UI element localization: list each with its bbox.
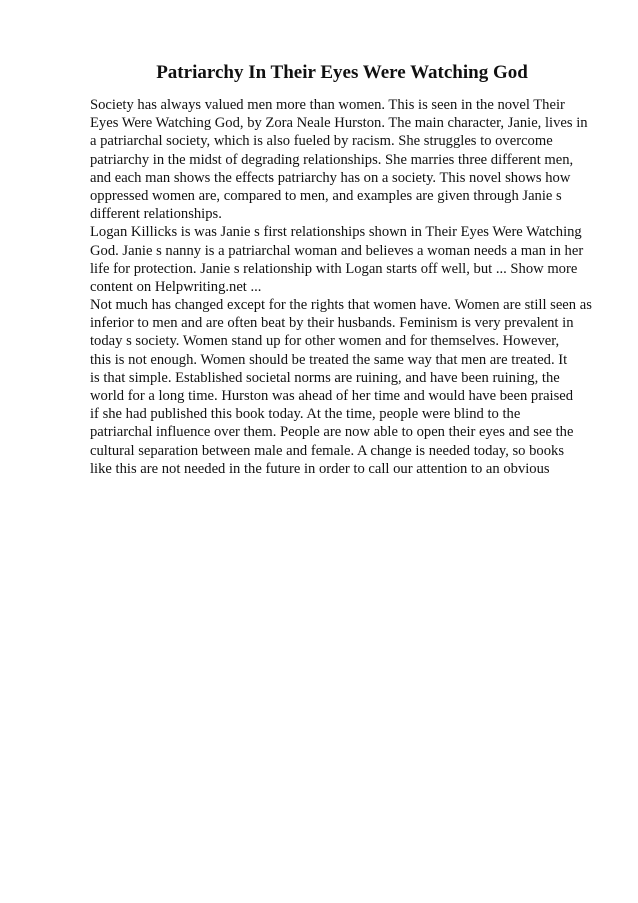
body-line: cultural separation between male and female. A change is needed today, so books xyxy=(90,442,564,459)
body-line: like this are not needed in the future in order to call our attention to an obvious xyxy=(90,460,550,477)
body-line: God. Janie s nanny is a patriarchal woman and believes a woman needs a man in her xyxy=(90,242,584,259)
body-line: oppressed women are, compared to men, and examples are given through Janie s xyxy=(90,187,562,204)
body-line: content on Helpwriting.net ... xyxy=(90,278,262,295)
document-title: Patriarchy In Their Eyes Were Watching God xyxy=(156,62,528,83)
body-line: patriarchal influence over them. People are now able to open their eyes and see the xyxy=(90,424,574,441)
body-line: patriarchy in the midst of degrading relationships. She marries three different men, xyxy=(90,151,574,168)
document-body xyxy=(90,96,630,478)
body-line: and each man shows the effects patriarchy has on a society. This novel shows how xyxy=(90,169,571,186)
body-line: Eyes Were Watching God, by Zora Neale Hurston. The main character, Janie, lives in xyxy=(90,115,588,132)
body-line: world for a long time. Hurston was ahead of her time and would have been praised xyxy=(90,388,574,404)
body-line: if she had published this book today. At the time, people were blind to the xyxy=(90,406,521,423)
body-line: different relationships. xyxy=(90,206,222,223)
body-line: Society has always valued men more than women. This is seen in the novel Their xyxy=(90,97,565,113)
body-line: is that simple. Established societal norms are ruining, and have been ruining, the xyxy=(90,369,560,386)
body-line: Logan Killicks is was Janie s first relationships shown in Their Eyes Were Watching xyxy=(90,224,582,241)
body-line: today s society. Women stand up for other women and for themselves. However, xyxy=(90,333,560,350)
body-line: Not much has changed except for the rights that women have. Women are still seen as xyxy=(90,297,592,314)
body-line: a patriarchal society, which is also fueled by racism. She struggles to overcome xyxy=(90,133,553,150)
body-line: inferior to men and are often beat by their husbands. Feminism is very prevalent in xyxy=(90,315,574,332)
body-line: this is not enough. Women should be treated the same way that men are treated. It xyxy=(90,351,568,368)
body-line: life for protection. Janie s relationship with Logan starts off well, but ... Show more xyxy=(90,260,578,277)
